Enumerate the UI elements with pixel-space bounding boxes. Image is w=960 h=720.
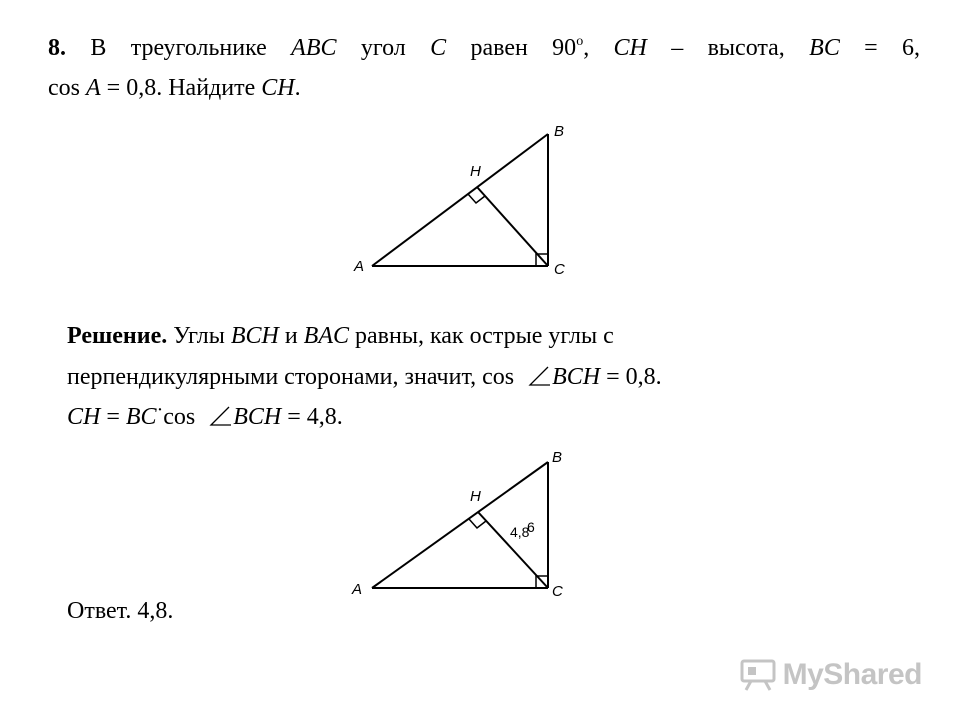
- watermark-text: MyShared: [782, 658, 922, 691]
- answer-label: Ответ.: [67, 598, 132, 624]
- solution-line-2: перпендикулярными сторонами, значит, cos BCH = 0,8.: [67, 364, 662, 390]
- label-c: C: [552, 583, 563, 600]
- label-b: B: [554, 123, 565, 140]
- triangle-figure-2: [340, 448, 600, 618]
- angle-icon: [528, 365, 550, 387]
- length-bc: 6: [527, 519, 535, 535]
- solution-heading: Решение.: [67, 323, 168, 349]
- myshared-logo: [739, 658, 922, 692]
- label-b: B: [552, 449, 563, 466]
- label-a: A: [352, 581, 363, 598]
- side-ab: [372, 134, 548, 266]
- label-c: C: [554, 261, 565, 278]
- problem-line-2: cos A = 0,8. Найдите CH.: [48, 75, 301, 101]
- answer-value: 4,8.: [137, 598, 174, 624]
- label-a: A: [354, 258, 365, 275]
- solution-line-1: Решение. Углы BCH и BAC равны, как острые углы с: [67, 323, 614, 349]
- right-angle-mark-h: [468, 194, 485, 203]
- answer: [67, 596, 173, 626]
- solution-line-3: CH = BC·cos BCH = 4,8.: [67, 399, 343, 430]
- length-ch: 4,8: [510, 524, 530, 540]
- label-h: H: [470, 163, 481, 180]
- triangle-figure-1: [340, 118, 600, 288]
- right-angle-mark-h: [469, 519, 486, 528]
- problem-number: 8.: [48, 35, 66, 61]
- classroom-board-icon: [739, 658, 777, 692]
- problem-line-1: 8. В треугольнике ABC угол C равен 90$^o$, CH – высота, BC = 6,: [48, 34, 921, 61]
- angle-icon: [209, 405, 231, 427]
- label-h: H: [470, 488, 481, 505]
